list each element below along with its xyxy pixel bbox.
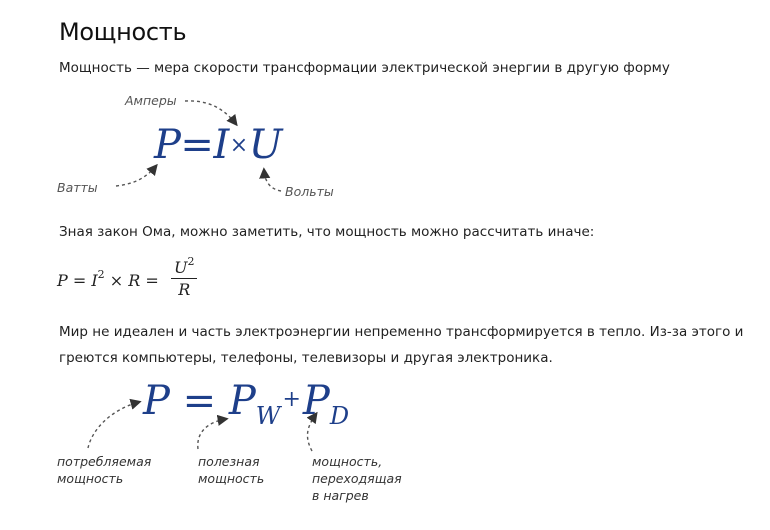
- label-watts: Ватты: [57, 180, 98, 195]
- formula3-pw: P: [228, 378, 256, 424]
- intro-text: Мощность — мера скорости трансформации электрической энергии в другую форму: [59, 60, 670, 76]
- arrow-heat: [307, 414, 316, 451]
- formula2-r: R: [128, 271, 141, 290]
- formula3-plus: +: [282, 387, 301, 412]
- formula2-times: ×: [104, 271, 129, 290]
- label-volts: Вольты: [285, 184, 334, 199]
- label-amps: Амперы: [125, 93, 177, 108]
- formula2-eq1: =: [67, 271, 92, 290]
- page-title: Мощность: [59, 18, 187, 46]
- formula3-eq: =: [169, 378, 229, 424]
- arrow-consumed: [88, 402, 139, 448]
- heat-text-line1: Мир не идеален и часть электроэнергии непременно трансформируется в тепло. Из-за этого и: [59, 324, 744, 340]
- formula2-eq2: =: [140, 271, 159, 290]
- formula2-p: P: [57, 271, 68, 290]
- formula3-pd: P: [302, 378, 330, 424]
- formula1-u: U: [248, 122, 282, 168]
- arrow-amps: [185, 101, 236, 124]
- formula2-num-exp: 2: [187, 255, 195, 268]
- label-consumed-power: потребляемая мощность: [57, 454, 152, 486]
- formula3-w-sub: W: [255, 402, 281, 430]
- formula1-eq: =: [180, 122, 214, 168]
- formula3-d-sub: D: [329, 402, 350, 430]
- formula1-i: I: [213, 122, 229, 168]
- arrow-useful: [198, 419, 226, 449]
- formula2-den-r: R: [178, 280, 191, 299]
- formula3-p: P: [143, 378, 170, 424]
- formula1-p: P: [154, 122, 181, 168]
- formula2-i-exp: 2: [97, 268, 105, 281]
- label-heat-power: мощность, переходящая в нагрев: [312, 454, 402, 503]
- formula1-times: ×: [229, 133, 248, 158]
- formula2-i: I: [91, 271, 98, 290]
- formula2-num-u: U: [174, 258, 188, 277]
- ohm-text: Зная закон Ома, можно заметить, что мощность можно рассчитать иначе:: [59, 224, 595, 240]
- arrow-volts: [264, 170, 281, 191]
- arrow-watts: [116, 166, 156, 186]
- heat-text-line2: греются компьютеры, телефоны, телевизоры и другая электроника.: [59, 350, 553, 366]
- label-useful-power: полезная мощность: [198, 454, 265, 486]
